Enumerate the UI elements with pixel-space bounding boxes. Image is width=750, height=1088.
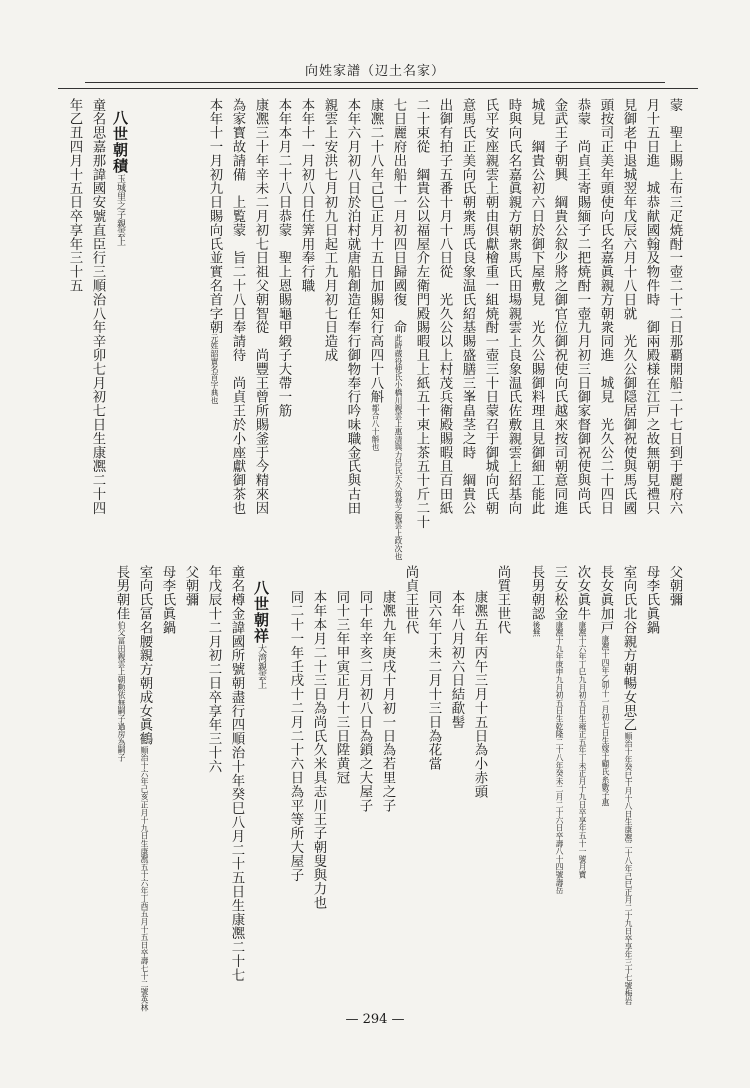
text-column: 同十三年甲寅正月十三日陞黄冠: [334, 590, 349, 785]
page-title: 向姓家譜（辺土名家）: [304, 64, 445, 79]
text-column: 恭蒙 尚貞王寄賜緬子二把焼酎一壺九月初三日御家督御祝使與尚氏: [575, 98, 590, 515]
annotation-note: 此時蔵役使氏小橋川親雲上惠清與力呂氏天久筑登之親雲上政次也: [394, 334, 403, 561]
text-column: 同十年辛亥二月初八日為鎖之大屋子: [357, 590, 372, 813]
annotation-note: 順治十六年己亥正月十九日生康凞五十六年丁酉五月十五日卒壽七十二號英林: [140, 745, 149, 1011]
text-column: 時與向氏名嘉眞親方朝衆馬氏田場親雲上良象温氏佐敷親雲上紹基向: [506, 98, 521, 515]
page-number: — 294 —: [345, 1012, 405, 1027]
text-column: 室向氏北谷親方朝暢女思乙順治十年癸巳十月十八日生康凞二十八年己巳正月二十九日卒享年三十七號梅岩: [621, 565, 636, 1005]
text-column: 康凞三十年辛未二月初七日祖父朝智從 尚豐王曾所賜釜于今精來因: [253, 98, 268, 515]
text-column: 父朝彌: [667, 565, 682, 607]
annotation-note: 後無: [532, 620, 541, 637]
text-column: 金武王子朝興 綱貴公叙少將之御官位御祝使向氏越來按司朝意同進: [552, 98, 567, 515]
text-column: 本年本月二十三日為尚氏久米具志川王子朝叟與力也: [311, 590, 326, 910]
text-column: 同二十一年壬戌十二月二十六日為平等所大屋子: [288, 590, 303, 882]
generation-heading: 八世朝積玉城里之子親雲上: [111, 110, 129, 246]
annotation-note: 都合八十斛也: [371, 403, 380, 451]
annotation-note: 康凞十四年乙卯十一月初七日生嫁于顧氏糸數子惠: [601, 634, 610, 807]
top-section-rule: [58, 88, 698, 89]
annotation-note: 順治十年癸巳十月十八日生康凞二十八年己巳正月二十九日卒享年三十七號梅岩: [624, 731, 633, 1005]
reign-heading: 尚貞王世代: [403, 565, 418, 635]
annotation-note: 康凞十九年庚申九月初五日生乾隆二十八年癸未二月二十六日卒壽八十四號壽岳: [555, 620, 564, 894]
text-column: 三女松金康凞十九年庚申九月初五日生乾隆二十八年癸未二月二十六日卒壽八十四號壽岳: [552, 565, 567, 894]
text-column: 長男朝認後無: [526, 565, 546, 643]
text-column: 親雲上安洪七月初九日起工九月初七日造成: [322, 98, 337, 363]
text-column: 年戊辰十二月初二日卒享年三十六: [206, 565, 221, 774]
text-column: 城見 綱貴公初六日於御下屋敷見 光久公賜御料理且見御細工能此: [529, 98, 544, 515]
text-column: 出御有拍子五番十月十八日從 光久公以上村茂兵衛殿賜暇且百田紙: [437, 98, 452, 515]
header-rule: [85, 82, 665, 83]
text-column: 七日麗府出船十一月初四日歸國復 命此時蔵役使氏小橋川親雲上惠清與力呂氏天久筑登之親雲上政次也: [391, 98, 406, 561]
text-column: 室向氏冨名腰親方朝成女眞鶴順治十六年己亥正月十九日生康凞五十六年丁酉五月十五日卒壽七十二號英林: [137, 565, 152, 1011]
text-column: 同六年丁未二月十三日為花當: [426, 590, 441, 771]
text-column: 長男朝佳伯父冨田親雲上朝勲依無嗣子過房為嗣子: [114, 565, 129, 762]
text-column: 蒙 聖上賜上布三疋焼酎一壺二十二日那覇開船二十七日到于麗府六: [667, 98, 682, 515]
text-column: 本年六月初八日於泊村就唐船創造任奉行御物奉行吟味職金氏與古田: [345, 98, 360, 515]
text-column: 年乙丑四月十五日卒享年三十五: [67, 98, 82, 293]
text-column: 童名思嘉那諱國安號直臣行三順治八年辛卯七月初七日生康凞二十四: [90, 98, 105, 515]
text-column: 意馬氏正美向氏朝衆馬氏良象温氏紹基賜盛膳三峯畠茎之時 綱貴公: [460, 98, 475, 515]
annotation-note: 康凞十六年丁巳九月初五日生雍正五年丁未正月十九日卒享年五十一號月寶: [578, 620, 587, 879]
text-column: 月十五日進 城恭献國翰及物件時 御兩殿様在江戸之故無朝見禮只: [644, 98, 659, 515]
reign-heading: 尚質王世代: [495, 565, 510, 635]
text-column: 見御老中退城翌年戊辰六月十八日就 光久公御隠居御祝使與馬氏國: [621, 98, 636, 515]
text-column: 康凞二十八年己巳正月十五日加賜知行高四十八斛都合八十斛也: [368, 98, 383, 451]
text-column: 為家寳故請備 上覧蒙 旨二十八日奉請待 尚貞王於小座獻御茶也: [230, 98, 245, 515]
annotation-note: 伯父冨田親雲上朝勲依無嗣子過房為嗣子: [117, 620, 126, 762]
annotation-note: 元姓韶實名首字典也: [210, 334, 219, 405]
text-column: 康凞五年丙午三月十五日為小赤頭: [472, 590, 487, 799]
text-column: 本年八月初六日結歃髻: [449, 590, 464, 729]
text-column: 本年十一月初九日賜向氏並實名首字朝元姓韶實名首字典也: [207, 98, 222, 405]
text-column: 頭按司正美年頭使向氏名嘉眞親方朝衆同進 城見 光久公二十四日: [598, 98, 613, 515]
generation-heading: 八世朝祥大湾親雲上: [252, 580, 270, 689]
text-column: 康凞九年庚戌十月初一日為若里之子: [380, 590, 395, 813]
text-column: 父朝彌: [183, 565, 198, 607]
text-column: 童名樽金諱國所號朝盡行四順治十年癸巳八月二十五日生康凞二十七: [229, 565, 244, 982]
text-column: 次女眞牛康凞十六年丁巳九月初五日生雍正五年丁未正月十九日卒享年五十一號月寶: [575, 565, 590, 879]
text-column: 二十束從 綱貴公以福屋介左衛門殿賜暇且上紙五十束上茶五十斤二十: [414, 98, 429, 529]
text-column: 母李氏眞鍋: [644, 565, 659, 635]
text-column: 本年十一月初八日任筭用奉行職: [299, 98, 314, 293]
text-column: 氏平安座親雲上朝由倶獻檜重一組焼酎一壺三十日蒙召于御城向氏朝: [483, 98, 498, 515]
text-column: 長女眞加戸康凞十四年乙卯十一月初七日生嫁于顧氏糸數子惠: [598, 565, 613, 807]
text-column: 本年本月二十八日恭蒙 聖上恩賜龜甲緞子大帶一筋: [276, 98, 291, 418]
text-column: 母李氏眞鍋: [160, 565, 175, 635]
